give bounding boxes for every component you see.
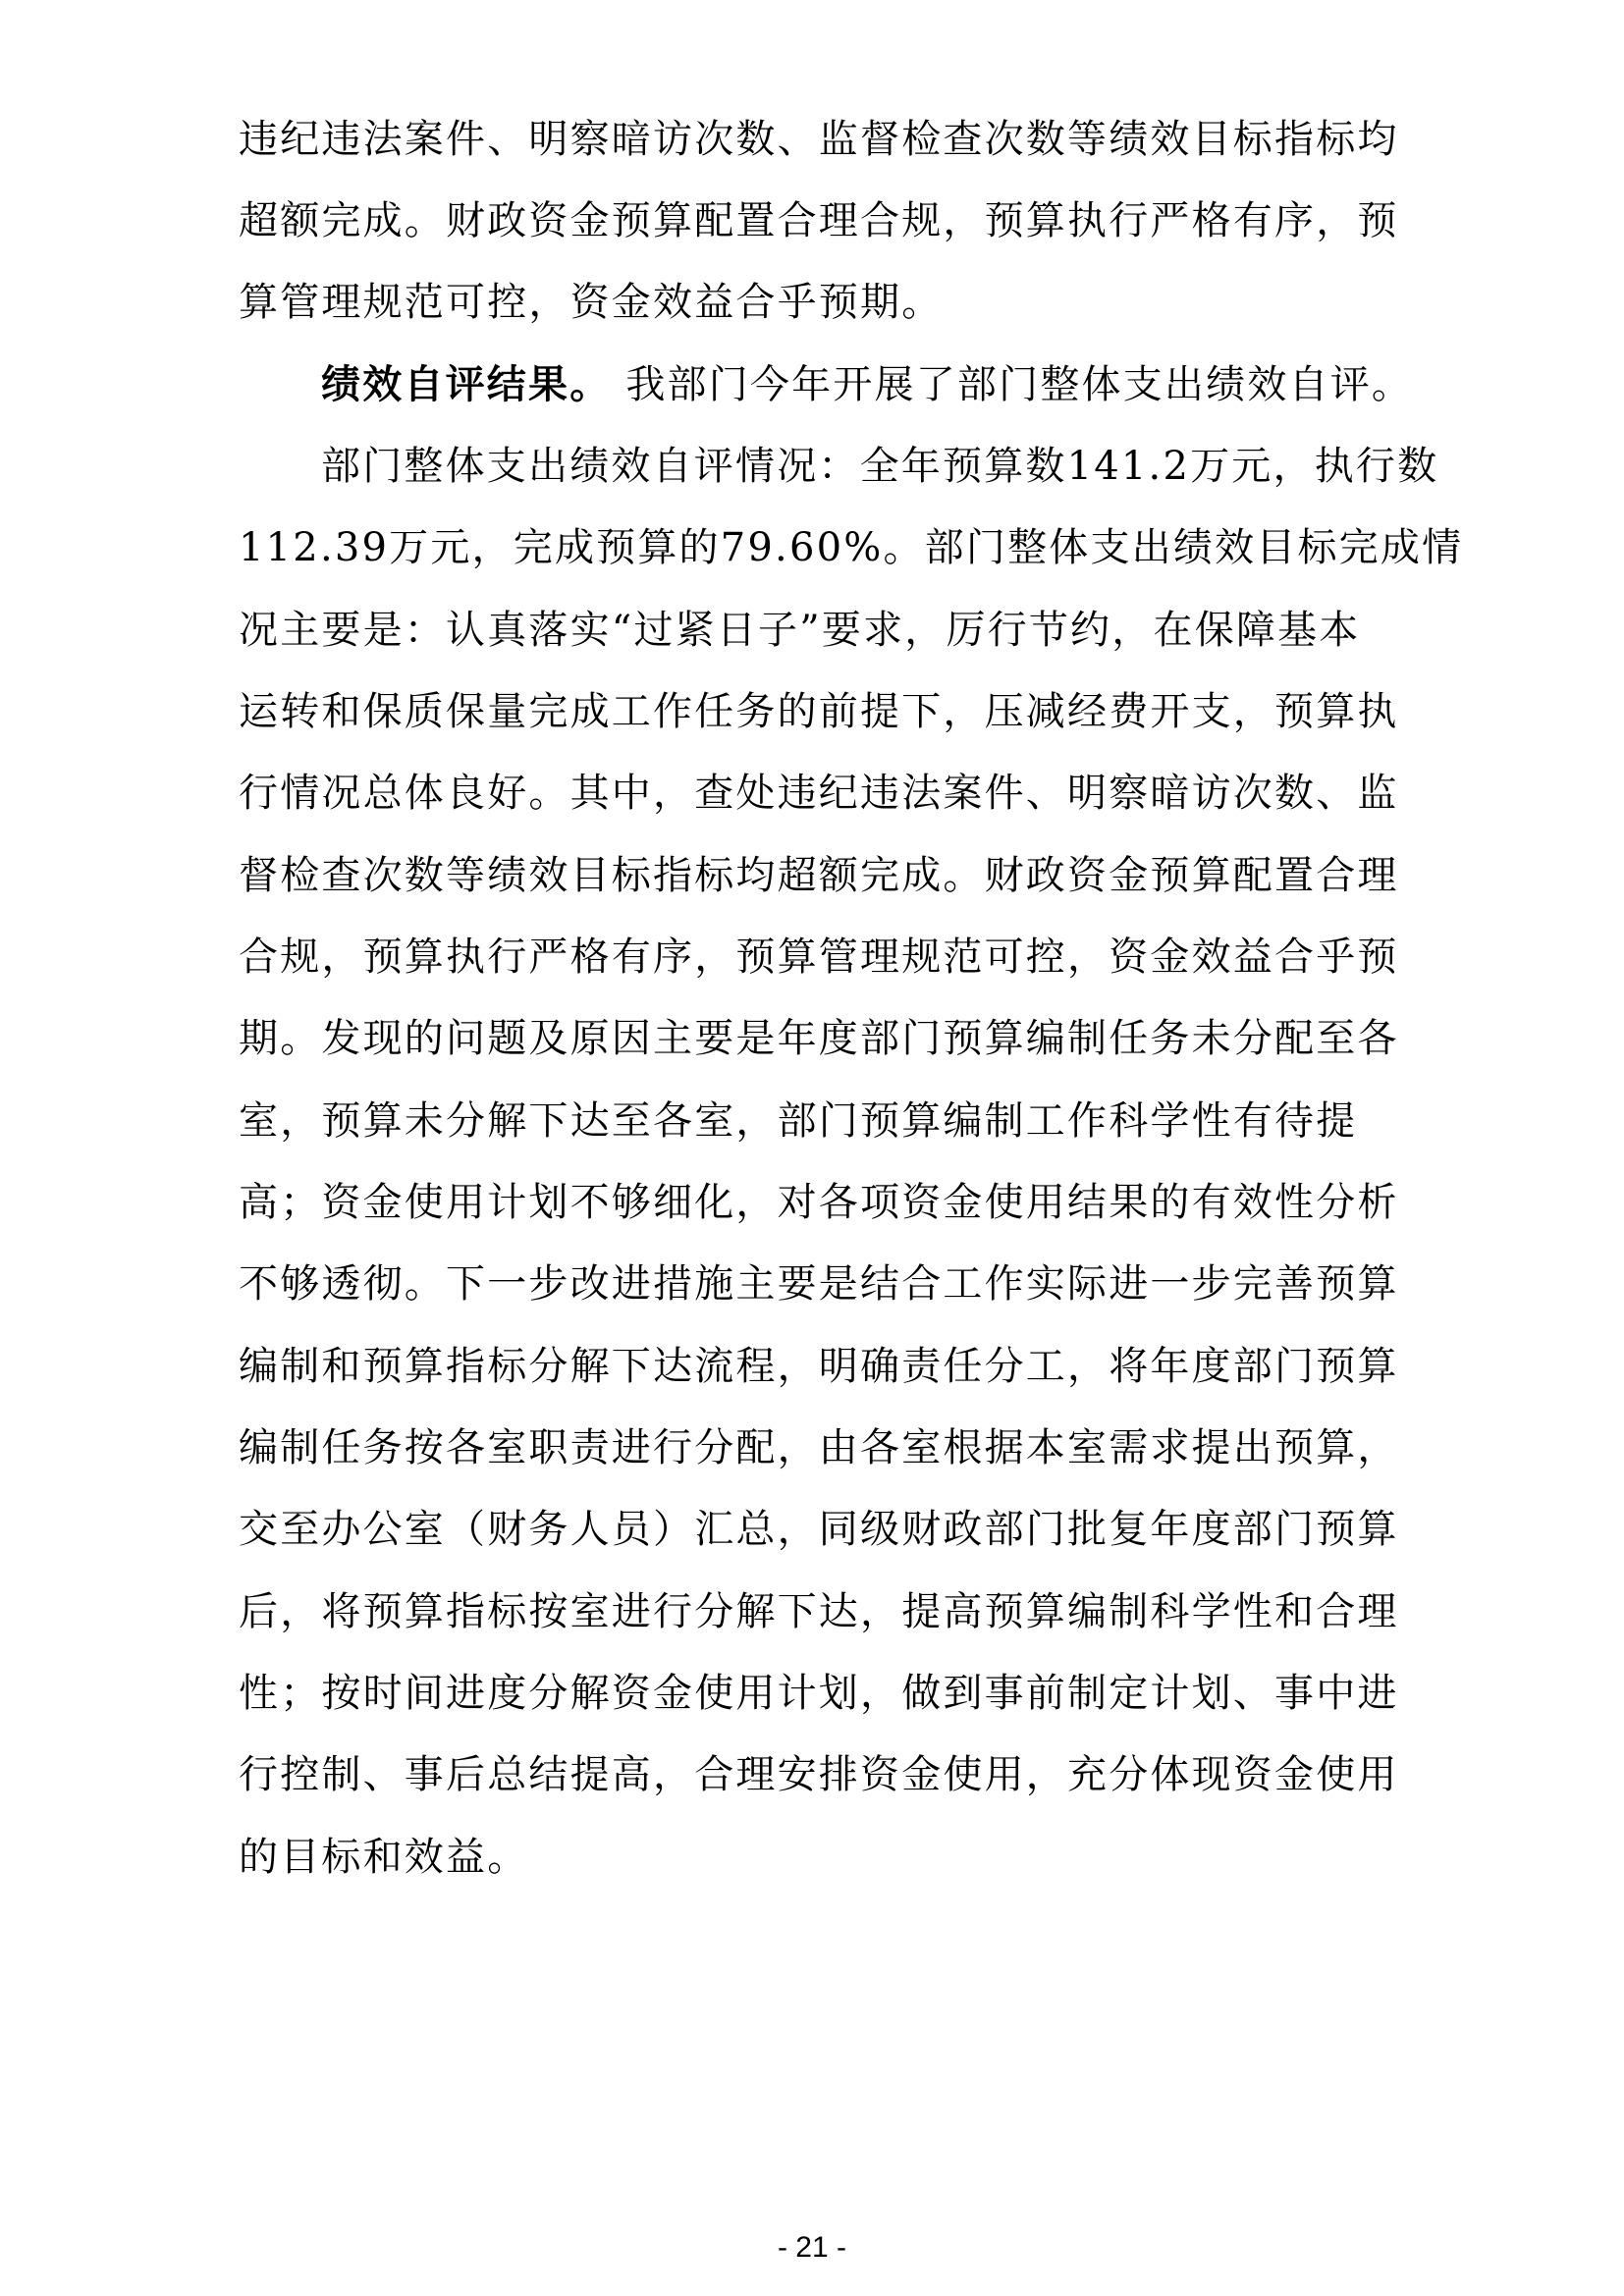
- paragraph-line: [239, 1664, 1399, 1723]
- line-text: 的目标和效益。: [239, 1835, 529, 1880]
- line-text: 运转和保质保量完成工作任务的前提下，压减经费开支，预算执: [239, 689, 1399, 734]
- line-text: 编制和预算指标分解下达流程，明确责任分工，将年度部门预算: [239, 1344, 1399, 1389]
- paragraph-line: [239, 110, 1399, 169]
- paragraph-line: [239, 764, 1399, 823]
- line-text: 编制任务按各室职责进行分配，由各室根据本室需求提出预算，: [239, 1425, 1399, 1470]
- paragraph-line: [239, 273, 943, 332]
- page-number: - 21 -: [777, 2231, 847, 2264]
- line-text: 况主要是：认真落实“过紧日子”要求，厉行节约，在保障基本: [239, 608, 1361, 653]
- paragraph-line: [239, 1173, 1399, 1232]
- line-text: 行控制、事后总结提高，合理安排资金使用，充分体现资金使用: [239, 1752, 1399, 1797]
- line-text: 我部门今年开展了部门整体支出绩效自评。: [611, 362, 1414, 407]
- paragraph-line: [239, 1582, 1399, 1641]
- paragraph-line: [239, 928, 1399, 987]
- line-text: 算管理规范可控，资金效益合乎预期。: [239, 280, 944, 325]
- paragraph-line: [239, 1745, 1399, 1804]
- line-text: 督检查次数等绩效目标指标均超额完成。财政资金预算配置合理: [239, 853, 1399, 898]
- paragraph-line: [239, 682, 1399, 741]
- paragraph-line: [239, 1255, 1399, 1313]
- paragraph-line: [239, 1828, 528, 1887]
- line-text: 交至办公室（财务人员）汇总，同级财政部门批复年度部门预算: [239, 1507, 1399, 1552]
- line-text: 合规，预算执行严格有序，预算管理规范可控，资金效益合乎预: [239, 934, 1399, 980]
- paragraph-line: [239, 1009, 1399, 1068]
- paragraph-line: [239, 437, 1438, 496]
- paragraph-line: [239, 601, 1361, 660]
- line-text: 期。发现的问题及原因主要是年度部门预算编制任务未分配至各: [239, 1016, 1399, 1061]
- line-text: 行情况总体良好。其中，查处违纪违法案件、明察暗访次数、监: [239, 771, 1399, 816]
- paragraph-line: [239, 1092, 1357, 1150]
- line-text: 超额完成。财政资金预算配置合理合规，预算执行严格有序，预: [239, 198, 1399, 243]
- section-heading-line: [239, 355, 1413, 414]
- section-heading: 绩效自评结果。: [321, 361, 612, 407]
- line-text: 后，将预算指标按室进行分解下达，提高预算编制科学性和合理: [239, 1589, 1399, 1634]
- paragraph-line: [239, 1418, 1399, 1477]
- line-text: 室，预算未分解下达至各室，部门预算编制工作科学性有待提: [239, 1098, 1358, 1144]
- paragraph-line: [239, 191, 1399, 250]
- line-text: 不够透彻。下一步改进措施主要是结合工作实际进一步完善预算: [239, 1261, 1399, 1307]
- paragraph-line: [239, 518, 1463, 577]
- line-text: 违纪违法案件、明察暗访次数、监督检查次数等绩效目标指标均: [239, 117, 1399, 162]
- line-text: 高；资金使用计划不够细化，对各项资金使用结果的有效性分析: [239, 1180, 1399, 1225]
- paragraph-line: [239, 1500, 1399, 1559]
- line-text: 112.39万元，完成预算的79.60%。部门整体支出绩效目标完成情: [239, 525, 1464, 570]
- line-text: 性；按时间进度分解资金使用计划，做到事前制定计划、事中进: [239, 1671, 1399, 1716]
- line-text: 部门整体支出绩效自评情况：全年预算数141.2万元，执行数: [321, 444, 1439, 489]
- paragraph-line: [239, 846, 1399, 905]
- paragraph-line: [239, 1337, 1399, 1396]
